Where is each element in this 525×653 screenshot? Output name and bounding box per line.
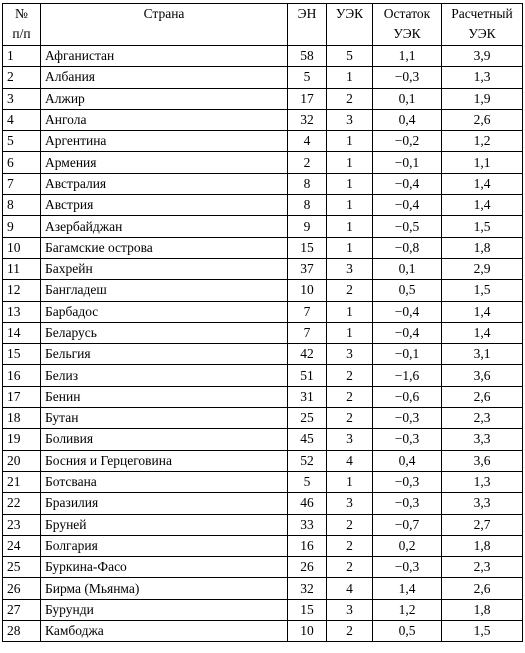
cell-number: 8 bbox=[3, 195, 41, 216]
cell-number: 10 bbox=[3, 237, 41, 258]
cell-country: Азербайджан bbox=[41, 216, 288, 237]
cell-uek: 3 bbox=[327, 109, 373, 130]
cell-calc-uek: 1,4 bbox=[442, 173, 523, 194]
table-row bbox=[3, 280, 523, 301]
cell-calc-uek: 1,8 bbox=[442, 535, 523, 556]
cell-uek: 2 bbox=[327, 557, 373, 578]
table-row bbox=[3, 429, 523, 450]
cell-number: 6 bbox=[3, 152, 41, 173]
cell-en: 42 bbox=[288, 344, 327, 365]
cell-number: 26 bbox=[3, 578, 41, 599]
cell-rest-uek: 1,1 bbox=[373, 46, 442, 67]
cell-en: 32 bbox=[288, 109, 327, 130]
cell-uek: 3 bbox=[327, 429, 373, 450]
cell-uek: 1 bbox=[327, 152, 373, 173]
header-calc-uek: Расчетный УЭК bbox=[442, 4, 523, 46]
cell-calc-uek: 2,9 bbox=[442, 258, 523, 279]
cell-uek: 4 bbox=[327, 450, 373, 471]
cell-country: Албания bbox=[41, 67, 288, 88]
cell-country: Бахрейн bbox=[41, 258, 288, 279]
cell-rest-uek: −1,6 bbox=[373, 365, 442, 386]
cell-calc-uek: 1,8 bbox=[442, 237, 523, 258]
table-row bbox=[3, 557, 523, 578]
cell-en: 58 bbox=[288, 46, 327, 67]
cell-uek: 5 bbox=[327, 46, 373, 67]
cell-uek: 3 bbox=[327, 258, 373, 279]
cell-calc-uek: 2,7 bbox=[442, 514, 523, 535]
cell-country: Аргентина bbox=[41, 131, 288, 152]
table-row bbox=[3, 493, 523, 514]
cell-country: Бельгия bbox=[41, 344, 288, 365]
cell-en: 10 bbox=[288, 621, 327, 642]
cell-country: Алжир bbox=[41, 88, 288, 109]
country-data-table bbox=[2, 3, 523, 642]
cell-uek: 2 bbox=[327, 365, 373, 386]
cell-rest-uek: −0,5 bbox=[373, 216, 442, 237]
cell-number: 13 bbox=[3, 301, 41, 322]
cell-rest-uek: −0,3 bbox=[373, 557, 442, 578]
cell-calc-uek: 3,3 bbox=[442, 493, 523, 514]
cell-number: 2 bbox=[3, 67, 41, 88]
cell-uek: 1 bbox=[327, 173, 373, 194]
cell-uek: 1 bbox=[327, 195, 373, 216]
cell-country: Бангладеш bbox=[41, 280, 288, 301]
cell-en: 9 bbox=[288, 216, 327, 237]
table-row bbox=[3, 408, 523, 429]
table-row bbox=[3, 535, 523, 556]
table-row bbox=[3, 450, 523, 471]
cell-number: 12 bbox=[3, 280, 41, 301]
cell-uek: 1 bbox=[327, 471, 373, 492]
cell-en: 46 bbox=[288, 493, 327, 514]
cell-en: 8 bbox=[288, 173, 327, 194]
cell-number: 24 bbox=[3, 535, 41, 556]
cell-en: 25 bbox=[288, 408, 327, 429]
cell-number: 25 bbox=[3, 557, 41, 578]
cell-calc-uek: 1,8 bbox=[442, 599, 523, 620]
cell-country: Барбадос bbox=[41, 301, 288, 322]
cell-rest-uek: −0,4 bbox=[373, 301, 442, 322]
header-rest-uek: Остаток УЭК bbox=[373, 4, 442, 46]
cell-en: 26 bbox=[288, 557, 327, 578]
cell-calc-uek: 1,1 bbox=[442, 152, 523, 173]
table-row bbox=[3, 471, 523, 492]
cell-country: Ангола bbox=[41, 109, 288, 130]
cell-number: 20 bbox=[3, 450, 41, 471]
cell-calc-uek: 3,6 bbox=[442, 450, 523, 471]
cell-country: Бутан bbox=[41, 408, 288, 429]
cell-number: 18 bbox=[3, 408, 41, 429]
table-row bbox=[3, 365, 523, 386]
cell-en: 7 bbox=[288, 301, 327, 322]
cell-uek: 3 bbox=[327, 493, 373, 514]
cell-country: Камбоджа bbox=[41, 621, 288, 642]
table-row bbox=[3, 578, 523, 599]
cell-calc-uek: 2,3 bbox=[442, 557, 523, 578]
cell-rest-uek: −0,3 bbox=[373, 471, 442, 492]
cell-country: Бразилия bbox=[41, 493, 288, 514]
cell-country: Боливия bbox=[41, 429, 288, 450]
cell-country: Беларусь bbox=[41, 322, 288, 343]
cell-number: 11 bbox=[3, 258, 41, 279]
cell-uek: 1 bbox=[327, 237, 373, 258]
cell-en: 8 bbox=[288, 195, 327, 216]
table-header bbox=[3, 4, 523, 46]
cell-calc-uek: 1,4 bbox=[442, 322, 523, 343]
cell-number: 21 bbox=[3, 471, 41, 492]
cell-number: 19 bbox=[3, 429, 41, 450]
cell-en: 37 bbox=[288, 258, 327, 279]
cell-rest-uek: −0,4 bbox=[373, 195, 442, 216]
cell-number: 15 bbox=[3, 344, 41, 365]
table-row bbox=[3, 131, 523, 152]
header-uek: УЭК bbox=[327, 4, 373, 46]
table-row bbox=[3, 46, 523, 67]
cell-rest-uek: −0,1 bbox=[373, 152, 442, 173]
cell-rest-uek: 0,5 bbox=[373, 280, 442, 301]
cell-calc-uek: 3,6 bbox=[442, 365, 523, 386]
cell-rest-uek: 0,5 bbox=[373, 621, 442, 642]
cell-rest-uek: 0,4 bbox=[373, 450, 442, 471]
table-row bbox=[3, 152, 523, 173]
cell-rest-uek: −0,4 bbox=[373, 322, 442, 343]
cell-country: Бенин bbox=[41, 386, 288, 407]
cell-number: 9 bbox=[3, 216, 41, 237]
cell-rest-uek: 1,2 bbox=[373, 599, 442, 620]
cell-calc-uek: 1,3 bbox=[442, 67, 523, 88]
table-row bbox=[3, 599, 523, 620]
cell-en: 51 bbox=[288, 365, 327, 386]
cell-calc-uek: 1,2 bbox=[442, 131, 523, 152]
cell-en: 45 bbox=[288, 429, 327, 450]
cell-calc-uek: 1,3 bbox=[442, 471, 523, 492]
table-row bbox=[3, 386, 523, 407]
cell-uek: 1 bbox=[327, 216, 373, 237]
cell-rest-uek: −0,3 bbox=[373, 67, 442, 88]
cell-uek: 3 bbox=[327, 344, 373, 365]
cell-uek: 2 bbox=[327, 514, 373, 535]
table-row bbox=[3, 195, 523, 216]
cell-country: Буркина-Фасо bbox=[41, 557, 288, 578]
cell-number: 16 bbox=[3, 365, 41, 386]
cell-country: Багамские острова bbox=[41, 237, 288, 258]
cell-calc-uek: 1,5 bbox=[442, 216, 523, 237]
cell-number: 3 bbox=[3, 88, 41, 109]
table-row bbox=[3, 88, 523, 109]
cell-uek: 4 bbox=[327, 578, 373, 599]
table-row bbox=[3, 109, 523, 130]
cell-number: 17 bbox=[3, 386, 41, 407]
cell-en: 17 bbox=[288, 88, 327, 109]
header-number: № п/п bbox=[3, 4, 41, 46]
cell-calc-uek: 2,6 bbox=[442, 578, 523, 599]
cell-number: 1 bbox=[3, 46, 41, 67]
cell-calc-uek: 2,6 bbox=[442, 386, 523, 407]
cell-calc-uek: 3,3 bbox=[442, 429, 523, 450]
cell-number: 28 bbox=[3, 621, 41, 642]
cell-rest-uek: −0,3 bbox=[373, 493, 442, 514]
cell-uek: 2 bbox=[327, 88, 373, 109]
cell-country: Бурунди bbox=[41, 599, 288, 620]
cell-rest-uek: −0,3 bbox=[373, 408, 442, 429]
cell-en: 15 bbox=[288, 237, 327, 258]
cell-en: 31 bbox=[288, 386, 327, 407]
table-row bbox=[3, 67, 523, 88]
cell-calc-uek: 2,6 bbox=[442, 109, 523, 130]
cell-number: 27 bbox=[3, 599, 41, 620]
cell-rest-uek: −0,3 bbox=[373, 429, 442, 450]
cell-number: 5 bbox=[3, 131, 41, 152]
cell-country: Белиз bbox=[41, 365, 288, 386]
cell-country: Босния и Герцеговина bbox=[41, 450, 288, 471]
cell-en: 2 bbox=[288, 152, 327, 173]
cell-number: 22 bbox=[3, 493, 41, 514]
cell-en: 15 bbox=[288, 599, 327, 620]
cell-uek: 2 bbox=[327, 621, 373, 642]
cell-rest-uek: 0,1 bbox=[373, 88, 442, 109]
cell-calc-uek: 1,5 bbox=[442, 280, 523, 301]
cell-country: Болгария bbox=[41, 535, 288, 556]
cell-uek: 2 bbox=[327, 535, 373, 556]
cell-uek: 2 bbox=[327, 386, 373, 407]
cell-country: Афганистан bbox=[41, 46, 288, 67]
cell-rest-uek: −0,7 bbox=[373, 514, 442, 535]
table-row bbox=[3, 216, 523, 237]
cell-uek: 1 bbox=[327, 322, 373, 343]
header-country: Страна bbox=[41, 4, 288, 46]
cell-en: 5 bbox=[288, 471, 327, 492]
cell-calc-uek: 1,5 bbox=[442, 621, 523, 642]
table-row bbox=[3, 258, 523, 279]
cell-country: Австрия bbox=[41, 195, 288, 216]
cell-en: 16 bbox=[288, 535, 327, 556]
cell-en: 7 bbox=[288, 322, 327, 343]
cell-en: 33 bbox=[288, 514, 327, 535]
cell-rest-uek: −0,6 bbox=[373, 386, 442, 407]
table-row bbox=[3, 621, 523, 642]
table-row bbox=[3, 514, 523, 535]
cell-en: 5 bbox=[288, 67, 327, 88]
header-row bbox=[3, 4, 523, 46]
cell-uek: 2 bbox=[327, 280, 373, 301]
cell-en: 10 bbox=[288, 280, 327, 301]
table-body bbox=[3, 46, 523, 642]
cell-en: 4 bbox=[288, 131, 327, 152]
table-row bbox=[3, 173, 523, 194]
cell-rest-uek: −0,2 bbox=[373, 131, 442, 152]
table-row bbox=[3, 344, 523, 365]
cell-rest-uek: 1,4 bbox=[373, 578, 442, 599]
cell-en: 32 bbox=[288, 578, 327, 599]
cell-country: Ботсвана bbox=[41, 471, 288, 492]
table-row bbox=[3, 322, 523, 343]
cell-rest-uek: 0,2 bbox=[373, 535, 442, 556]
cell-uek: 2 bbox=[327, 408, 373, 429]
cell-rest-uek: −0,4 bbox=[373, 173, 442, 194]
cell-uek: 1 bbox=[327, 301, 373, 322]
cell-calc-uek: 3,9 bbox=[442, 46, 523, 67]
cell-country: Бирма (Мьянма) bbox=[41, 578, 288, 599]
cell-calc-uek: 1,4 bbox=[442, 195, 523, 216]
cell-rest-uek: 0,4 bbox=[373, 109, 442, 130]
cell-country: Армения bbox=[41, 152, 288, 173]
cell-calc-uek: 3,1 bbox=[442, 344, 523, 365]
header-en: ЭН bbox=[288, 4, 327, 46]
cell-calc-uek: 1,4 bbox=[442, 301, 523, 322]
cell-rest-uek: −0,8 bbox=[373, 237, 442, 258]
cell-uek: 1 bbox=[327, 67, 373, 88]
cell-rest-uek: 0,1 bbox=[373, 258, 442, 279]
cell-rest-uek: −0,1 bbox=[373, 344, 442, 365]
cell-country: Австралия bbox=[41, 173, 288, 194]
cell-number: 7 bbox=[3, 173, 41, 194]
cell-en: 52 bbox=[288, 450, 327, 471]
cell-calc-uek: 2,3 bbox=[442, 408, 523, 429]
cell-number: 4 bbox=[3, 109, 41, 130]
cell-uek: 3 bbox=[327, 599, 373, 620]
table-row bbox=[3, 237, 523, 258]
cell-number: 23 bbox=[3, 514, 41, 535]
cell-country: Бруней bbox=[41, 514, 288, 535]
cell-uek: 1 bbox=[327, 131, 373, 152]
cell-number: 14 bbox=[3, 322, 41, 343]
cell-calc-uek: 1,9 bbox=[442, 88, 523, 109]
table-row bbox=[3, 301, 523, 322]
